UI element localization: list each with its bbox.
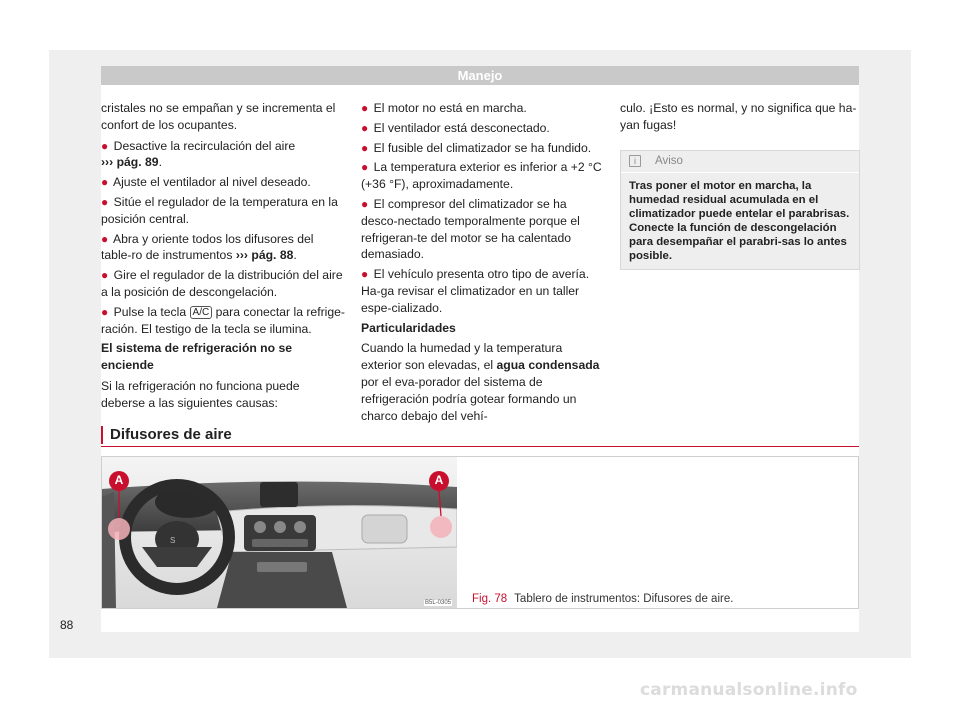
- column-3: [620, 100, 860, 270]
- list-item: ● El ventilador está desconectado.: [361, 120, 550, 135]
- continued-text: culo. ¡Esto es normal, y no significa que ha-yan fugas!: [620, 101, 857, 132]
- info-icon: i: [629, 155, 641, 167]
- callout-a-left: A: [114, 473, 124, 487]
- header-title: Manejo: [457, 68, 503, 83]
- figure-caption-text: Tablero de instrumentos: Difusores de aire.: [514, 593, 734, 605]
- bullet-dot-icon: ●: [101, 231, 109, 246]
- list-item: ● Desactive la recirculación del aire ››› pág. 89.: [101, 138, 296, 170]
- bullet-dot-icon: ●: [101, 138, 109, 153]
- section-divider: [101, 446, 859, 447]
- figure-label: Fig. 78: [472, 593, 508, 605]
- list-item: ● La temperatura exterior es inferior a +2 °C (+36 °F), aproximadamente.: [361, 160, 602, 192]
- list-item: ● El fusible del climatizador se ha fundido.: [361, 140, 592, 155]
- chevron-triple-icon: ›››: [101, 155, 114, 170]
- callout-a-right: A: [434, 473, 444, 487]
- dashboard-illustration: [102, 457, 457, 608]
- list-item: ● Ajuste el ventilador al nivel deseado.: [101, 175, 311, 190]
- list-item: ● Gire el regulador de la distribución del aire a la posición de descongelación.: [101, 268, 343, 299]
- svg-text:S: S: [170, 536, 176, 545]
- section-title: Difusores de aire: [110, 426, 232, 443]
- bullet-dot-icon: ●: [361, 140, 369, 155]
- bullet-dot-icon: ●: [361, 160, 369, 175]
- watermark: carmanualsonline.info: [640, 680, 858, 700]
- page-reference-link[interactable]: pág. 89: [116, 155, 159, 170]
- notice-header: [621, 151, 859, 173]
- figure-caption: [472, 593, 733, 605]
- figure-code: B5L-0305: [425, 600, 452, 606]
- page-reference-link[interactable]: pág. 88: [251, 248, 294, 263]
- list-item: ● El compresor del climatizador se ha desco-nectado temporalmente porque el refrigeran-te del motor se ha calentado demasiado.: [361, 196, 580, 262]
- bullet-dot-icon: ●: [361, 196, 369, 211]
- subsection-heading: Particularidades: [361, 320, 456, 335]
- bold-term: agua condensada: [496, 358, 600, 373]
- dashboard-drawing: [102, 457, 457, 608]
- figure: [101, 456, 859, 609]
- notice-box: [620, 150, 860, 270]
- column-1: [101, 100, 346, 416]
- ac-key-symbol: A/C: [190, 306, 213, 319]
- list-item: ● El vehículo presenta otro tipo de avería. Ha-ga revisar el climatizador en un taller espe-cializado.: [361, 267, 590, 315]
- page-number: 88: [60, 618, 74, 632]
- bullet-dot-icon: ●: [101, 268, 109, 283]
- notice-title: Aviso: [655, 154, 683, 167]
- paragraph: Cuando la humedad y la temperatura exterior son elevadas, el agua condensada por el eva-porador del sistema de refrigeración podría gotear formando un charco debajo del vehí-: [361, 341, 600, 423]
- list-item: ● El motor no está en marcha.: [361, 101, 527, 115]
- list-item: ● Pulse la tecla A/C para conectar la refrige-ración. El testigo de la tecla se ilumina.: [101, 304, 345, 336]
- list-item: ● Sitúe el regulador de la temperatura en la posición central.: [101, 194, 338, 226]
- intro-text: cristales no se empañan y se incrementa el confort de los ocupantes.: [101, 101, 336, 132]
- notice-body: Tras poner el motor en marcha, la humedad residual acumulada en el climatizador puede entelar el parabrisas. Conecte la función de descongelación para desempañar el parabri-sas lo antes posible.: [629, 179, 850, 262]
- list-item: ● Abra y oriente todos los difusores del table-ro de instrumentos ››› pág. 88.: [101, 231, 314, 263]
- bullet-dot-icon: ●: [101, 194, 109, 209]
- bullet-dot-icon: ●: [361, 101, 369, 115]
- chevron-triple-icon: ›››: [235, 248, 248, 263]
- bullet-dot-icon: ●: [361, 120, 369, 135]
- section-accent-bar: [101, 426, 103, 444]
- header-bar: [101, 66, 859, 85]
- bullet-dot-icon: ●: [101, 175, 109, 190]
- column-2: [361, 100, 606, 428]
- bullet-dot-icon: ●: [361, 267, 369, 282]
- bullet-dot-icon: ●: [101, 304, 109, 319]
- outro-text: Si la refrigeración no funciona puede deberse a las siguientes causas:: [101, 378, 300, 410]
- subsection-heading: El sistema de refrigeración no se enciende: [101, 341, 293, 373]
